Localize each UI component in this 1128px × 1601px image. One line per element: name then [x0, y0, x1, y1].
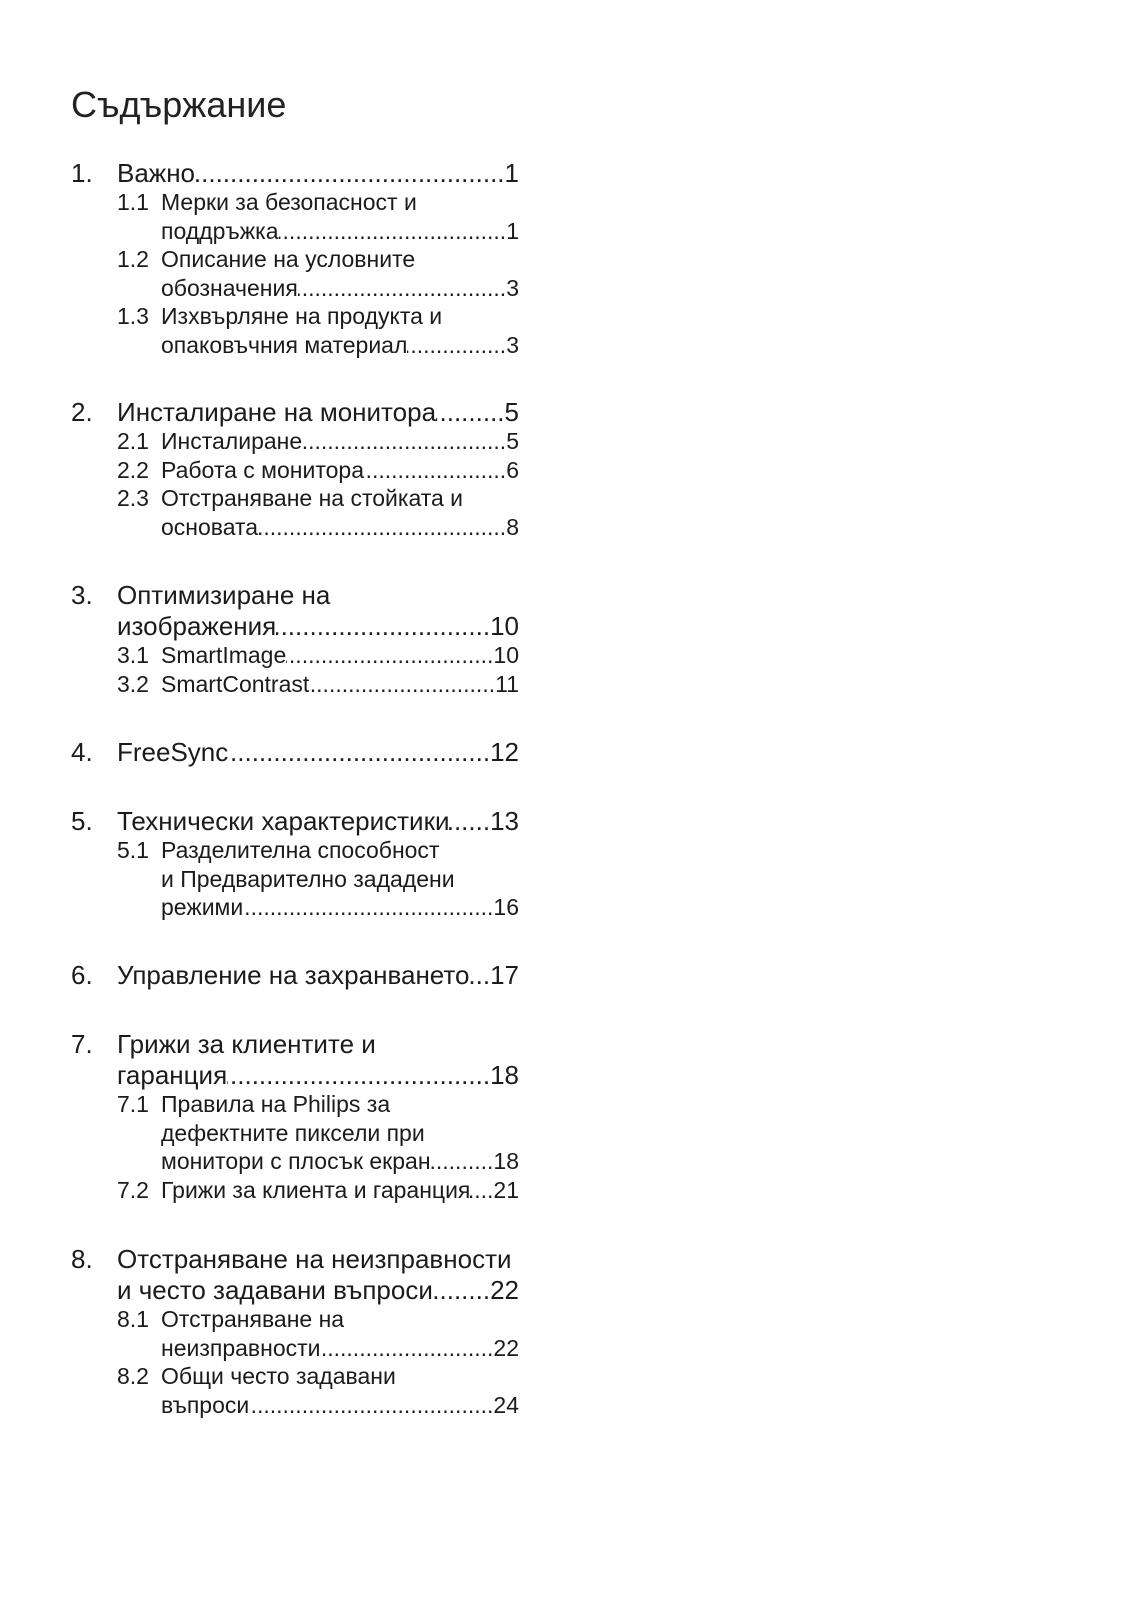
page-number: 1	[504, 157, 519, 188]
subsection-list	[117, 188, 519, 359]
toc-chapter-4	[71, 737, 519, 768]
subsection-title-line: Инсталиране	[161, 428, 303, 455]
toc-chapter-6	[71, 960, 519, 991]
page-number: 21	[493, 1176, 519, 1203]
dot-leader	[470, 1176, 493, 1205]
page-number: 5	[506, 428, 519, 455]
toc-subsection-2-1[interactable]	[117, 427, 519, 456]
subsection-number: 1.3	[117, 303, 149, 330]
page-title: Съдържание	[71, 84, 287, 125]
dot-leader	[249, 1391, 493, 1420]
toc-chapter-7	[71, 1029, 519, 1205]
dot-leader	[228, 737, 490, 768]
toc-chapter-entry[interactable]	[71, 1029, 519, 1091]
page-number: 18	[490, 1059, 519, 1090]
dot-leader	[195, 158, 505, 189]
chapter-number: 1.	[71, 157, 93, 188]
page-number: 10	[490, 610, 519, 641]
toc-subsection-3-1[interactable]	[117, 641, 519, 670]
page-number: 18	[493, 1148, 519, 1175]
subsection-number: 7.1	[117, 1091, 149, 1118]
toc-chapter-5	[71, 806, 519, 922]
chapter-title-line: гаранция	[117, 1059, 228, 1090]
subsection-title-line: Правила на Philips за	[161, 1091, 391, 1118]
toc-chapter-entry[interactable]	[71, 1244, 519, 1306]
subsection-title-line: SmartImage	[161, 642, 287, 669]
chapter-title-line: FreeSync	[117, 736, 229, 767]
toc-chapter-entry[interactable]	[71, 737, 519, 768]
chapter-title-line: Отстраняване на неизправности	[117, 1243, 512, 1274]
chapter-title-line: изображения	[117, 610, 277, 641]
subsection-number: 2.3	[117, 485, 149, 512]
subsection-title-line: Изхвърляне на продукта и	[161, 303, 443, 330]
page-number: 22	[490, 1274, 519, 1305]
page-number: 5	[504, 396, 519, 427]
toc-subsection-3-2[interactable]	[117, 670, 519, 699]
subsection-title-line: Отстраняване на	[161, 1306, 345, 1333]
page-number: 22	[493, 1334, 519, 1361]
page-number: 17	[490, 959, 519, 990]
dot-leader	[469, 960, 490, 991]
subsection-title-line: опаковъчния материал	[161, 331, 408, 358]
dot-leader	[302, 427, 506, 456]
subsection-title-line: неизправности	[161, 1334, 321, 1361]
subsection-title-line: монитори с плосък екран	[161, 1148, 431, 1175]
chapter-title-line: и често задавани въпроси	[117, 1274, 433, 1305]
chapter-title-line: Оптимизиране на	[117, 579, 331, 610]
chapter-title-line: Инсталиране на монитора	[117, 396, 437, 427]
subsection-title-line: Работа с монитора	[161, 456, 364, 483]
dot-leader	[309, 670, 495, 699]
subsection-title-line: Мерки за безопасност и	[161, 189, 417, 216]
subsection-number: 8.2	[117, 1363, 149, 1390]
subsection-title-line: основата	[161, 513, 259, 540]
chapter-title-line: Грижи за клиентите и	[117, 1028, 376, 1059]
toc-chapter-8	[71, 1244, 519, 1420]
page-number: 16	[493, 894, 519, 921]
subsection-number: 5.1	[117, 837, 149, 864]
toc-chapter-entry[interactable]	[71, 580, 519, 642]
subsection-title-line: Грижи за клиента и гаранция	[161, 1176, 471, 1203]
page-number: 6	[506, 456, 519, 483]
chapter-title-line: Технически характеристики	[117, 805, 450, 836]
chapter-number: 5.	[71, 805, 93, 836]
page-number: 8	[506, 513, 519, 540]
page-number: 12	[490, 736, 519, 767]
page-number: 11	[495, 670, 519, 697]
dot-leader	[276, 611, 490, 642]
subsection-number: 1.1	[117, 189, 149, 216]
dot-leader	[433, 1275, 490, 1306]
subsection-title-line: режими	[161, 894, 244, 921]
subsection-title-line: и Предварително зададени	[161, 865, 455, 892]
dot-leader	[243, 893, 493, 922]
toc-subsection-5-1[interactable]	[117, 836, 519, 922]
subsection-list	[117, 1090, 519, 1204]
toc-subsection-1-3[interactable]	[117, 302, 519, 359]
subsection-title-line: Отстраняване на стойката и	[161, 485, 464, 512]
subsection-list	[117, 427, 519, 541]
page-number: 24	[493, 1391, 519, 1418]
dot-leader	[407, 331, 506, 360]
chapter-number: 6.	[71, 959, 93, 990]
subsection-number: 8.1	[117, 1306, 149, 1333]
toc-subsection-1-1[interactable]	[117, 188, 519, 245]
toc-subsection-2-2[interactable]	[117, 456, 519, 485]
subsection-list	[117, 641, 519, 698]
subsection-number: 2.1	[117, 428, 149, 455]
chapter-number: 4.	[71, 736, 93, 767]
dot-leader	[227, 1060, 490, 1091]
chapter-number: 8.	[71, 1243, 93, 1274]
dot-leader	[436, 397, 504, 428]
subsection-title-line: Общи често задавани	[161, 1363, 396, 1390]
chapter-number: 2.	[71, 396, 93, 427]
toc-chapter-3	[71, 580, 519, 699]
subsection-title-line: поддръжка	[161, 217, 279, 244]
page-number: 13	[490, 805, 519, 836]
page-number: 3	[506, 274, 519, 301]
chapter-number: 3.	[71, 579, 93, 610]
subsection-number: 2.2	[117, 456, 149, 483]
toc-subsection-8-2[interactable]	[117, 1362, 519, 1419]
toc-chapter-entry[interactable]	[71, 806, 519, 837]
chapter-number: 7.	[71, 1028, 93, 1059]
subsection-title-line: SmartContrast	[161, 670, 310, 697]
dot-leader	[321, 1334, 494, 1363]
subsection-number: 1.2	[117, 246, 149, 273]
dot-leader	[279, 217, 507, 246]
toc-chapter-1	[71, 158, 519, 360]
toc-subsection-8-1[interactable]	[117, 1305, 519, 1362]
toc-subsection-2-3[interactable]	[117, 484, 519, 541]
subsection-list	[117, 836, 519, 922]
subsection-number: 7.2	[117, 1176, 149, 1203]
toc-chapter-2	[71, 397, 519, 542]
toc-subsection-7-2[interactable]	[117, 1176, 519, 1205]
chapter-title-line: Управление на захранването	[117, 959, 470, 990]
dot-leader	[286, 641, 493, 670]
subsection-title-line: обозначения	[161, 274, 298, 301]
dot-leader	[431, 1147, 494, 1176]
toc-chapter-entry[interactable]	[71, 397, 519, 428]
page-number: 10	[493, 642, 519, 669]
dot-leader	[258, 513, 506, 542]
toc-chapter-entry[interactable]	[71, 158, 519, 189]
page-number: 1	[506, 217, 519, 244]
dot-leader	[298, 274, 506, 303]
subsection-title-line: въпроси	[161, 1391, 250, 1418]
subsection-number: 3.1	[117, 642, 149, 669]
subsection-title-line: дефектните пиксели при	[161, 1119, 425, 1146]
subsection-title-line: Описание на условните	[161, 246, 416, 273]
subsection-number: 3.2	[117, 670, 149, 697]
dot-leader	[364, 456, 506, 485]
chapter-title-line: Важно	[117, 157, 196, 188]
subsection-list	[117, 1305, 519, 1419]
toc-chapter-entry[interactable]	[71, 960, 519, 991]
page-number: 3	[506, 331, 519, 358]
dot-leader	[449, 806, 490, 837]
subsection-title-line: Разделителна способност	[161, 837, 440, 864]
toc-subsection-1-2[interactable]	[117, 245, 519, 302]
toc-subsection-7-1[interactable]	[117, 1090, 519, 1176]
